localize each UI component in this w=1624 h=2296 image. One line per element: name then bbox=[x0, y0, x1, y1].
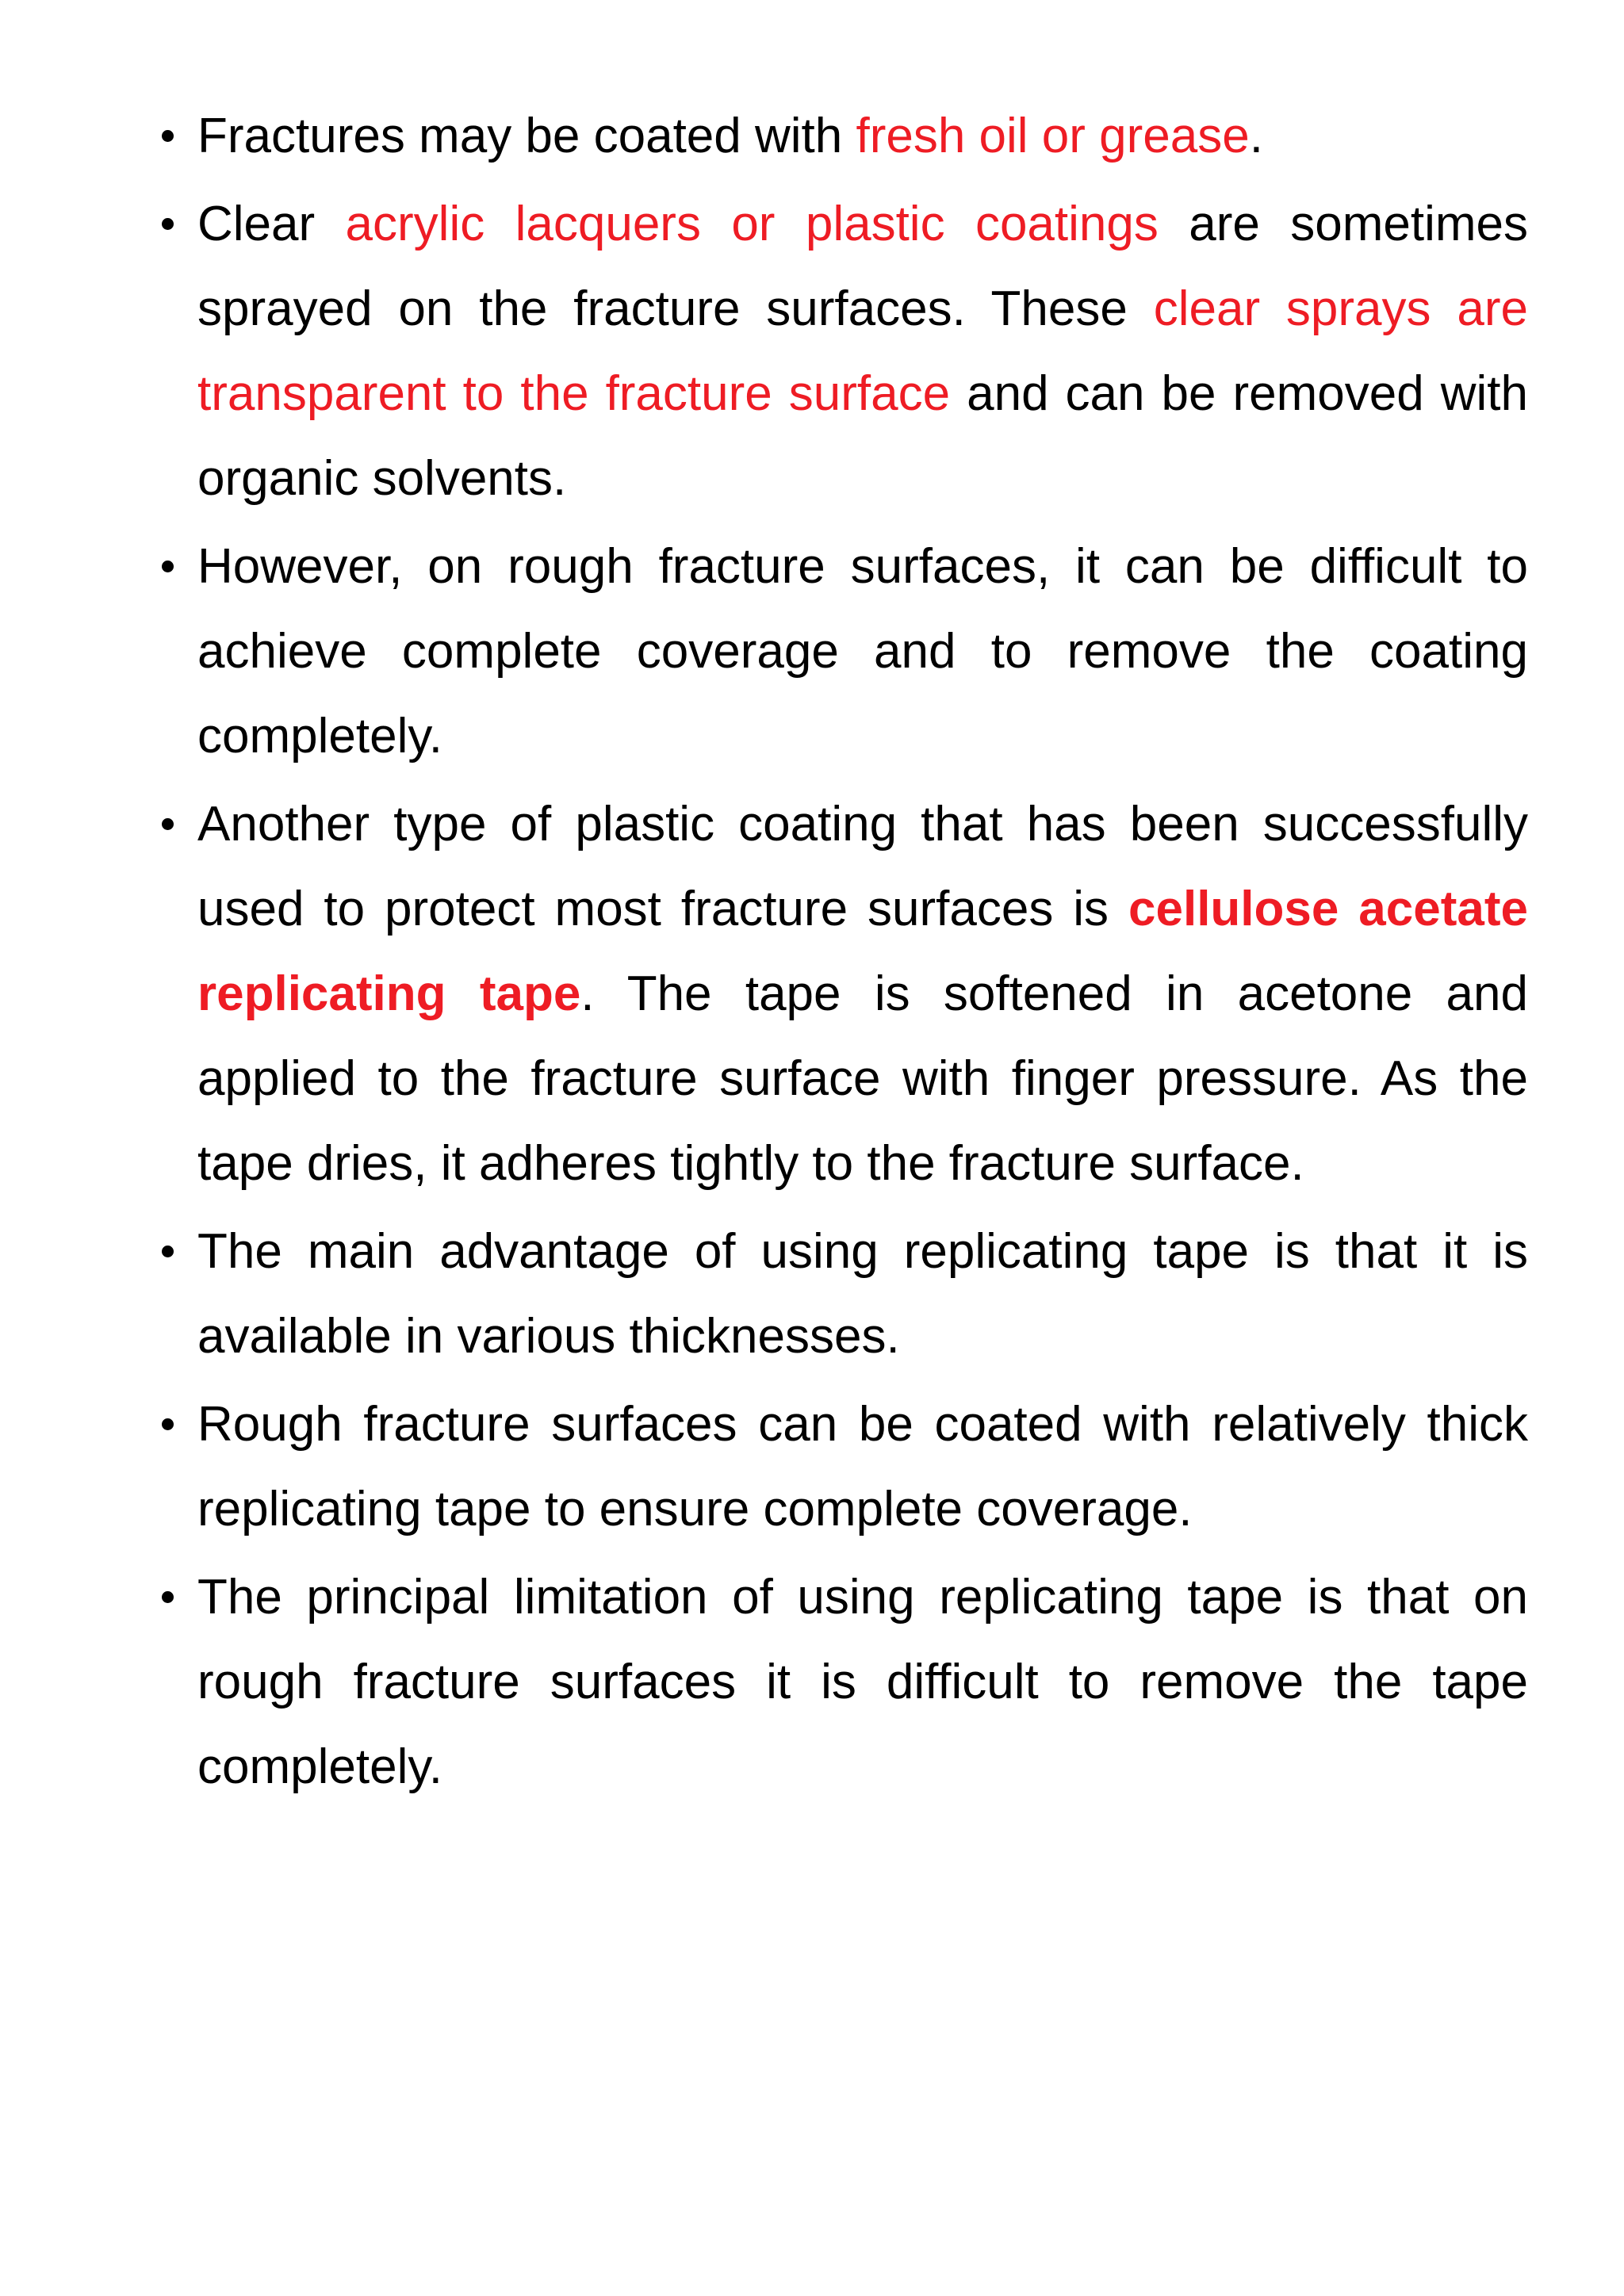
bullet-list bbox=[197, 94, 1528, 1812]
text-segment: . bbox=[1249, 109, 1263, 163]
bullet-item bbox=[197, 1555, 1528, 1809]
bullet-item bbox=[197, 1382, 1528, 1552]
bullet-icon bbox=[155, 182, 179, 266]
bullet-icon bbox=[155, 524, 179, 609]
highlighted-text: acrylic lacquers or plastic coatings bbox=[345, 197, 1159, 251]
bullet-icon bbox=[155, 1555, 179, 1640]
text-segment: The main advantage of using replicating tape is that it is available in various thicknesses. bbox=[197, 1224, 1528, 1364]
text-segment: Fractures may be coated with bbox=[197, 109, 856, 163]
text-segment: Clear bbox=[197, 197, 346, 251]
text-segment: and can be removed with organic solvents. bbox=[197, 366, 1528, 506]
text-segment: Another type of plastic coating that has been successfully used to protect most fracture surfaces is bbox=[197, 797, 1528, 936]
highlighted-text: clear sprays are transparent to the fracture surface bbox=[197, 281, 1528, 421]
bullet-item bbox=[197, 182, 1528, 521]
highlighted-text: fresh oil or grease bbox=[856, 109, 1250, 163]
bullet-item bbox=[197, 524, 1528, 779]
text-segment: are sometimes sprayed on the fracture surfaces. These bbox=[197, 197, 1528, 336]
bullet-icon bbox=[155, 1209, 179, 1294]
bullet-item bbox=[197, 1209, 1528, 1379]
bullet-item bbox=[197, 94, 1528, 178]
bullet-icon bbox=[155, 782, 179, 867]
bullet-item bbox=[197, 782, 1528, 1206]
text-segment: However, on rough fracture surfaces, it can be difficult to achieve complete coverage and to remove the coating completely. bbox=[197, 539, 1528, 763]
bold-highlighted-text: cellulose acetate replicating tape bbox=[197, 882, 1528, 1021]
text-segment: Rough fracture surfaces can be coated with relatively thick replicating tape to ensure complete coverage. bbox=[197, 1397, 1528, 1536]
bullet-icon bbox=[155, 1382, 179, 1467]
bullet-icon bbox=[155, 94, 179, 178]
text-segment: . The tape is softened in acetone and applied to the fracture surface with finger pressure. As the tape dries, it adheres tightly to the fracture surface. bbox=[197, 966, 1528, 1191]
text-segment: The principal limitation of using replicating tape is that on rough fracture surfaces it is difficult to remove the tape completely. bbox=[197, 1570, 1528, 1794]
